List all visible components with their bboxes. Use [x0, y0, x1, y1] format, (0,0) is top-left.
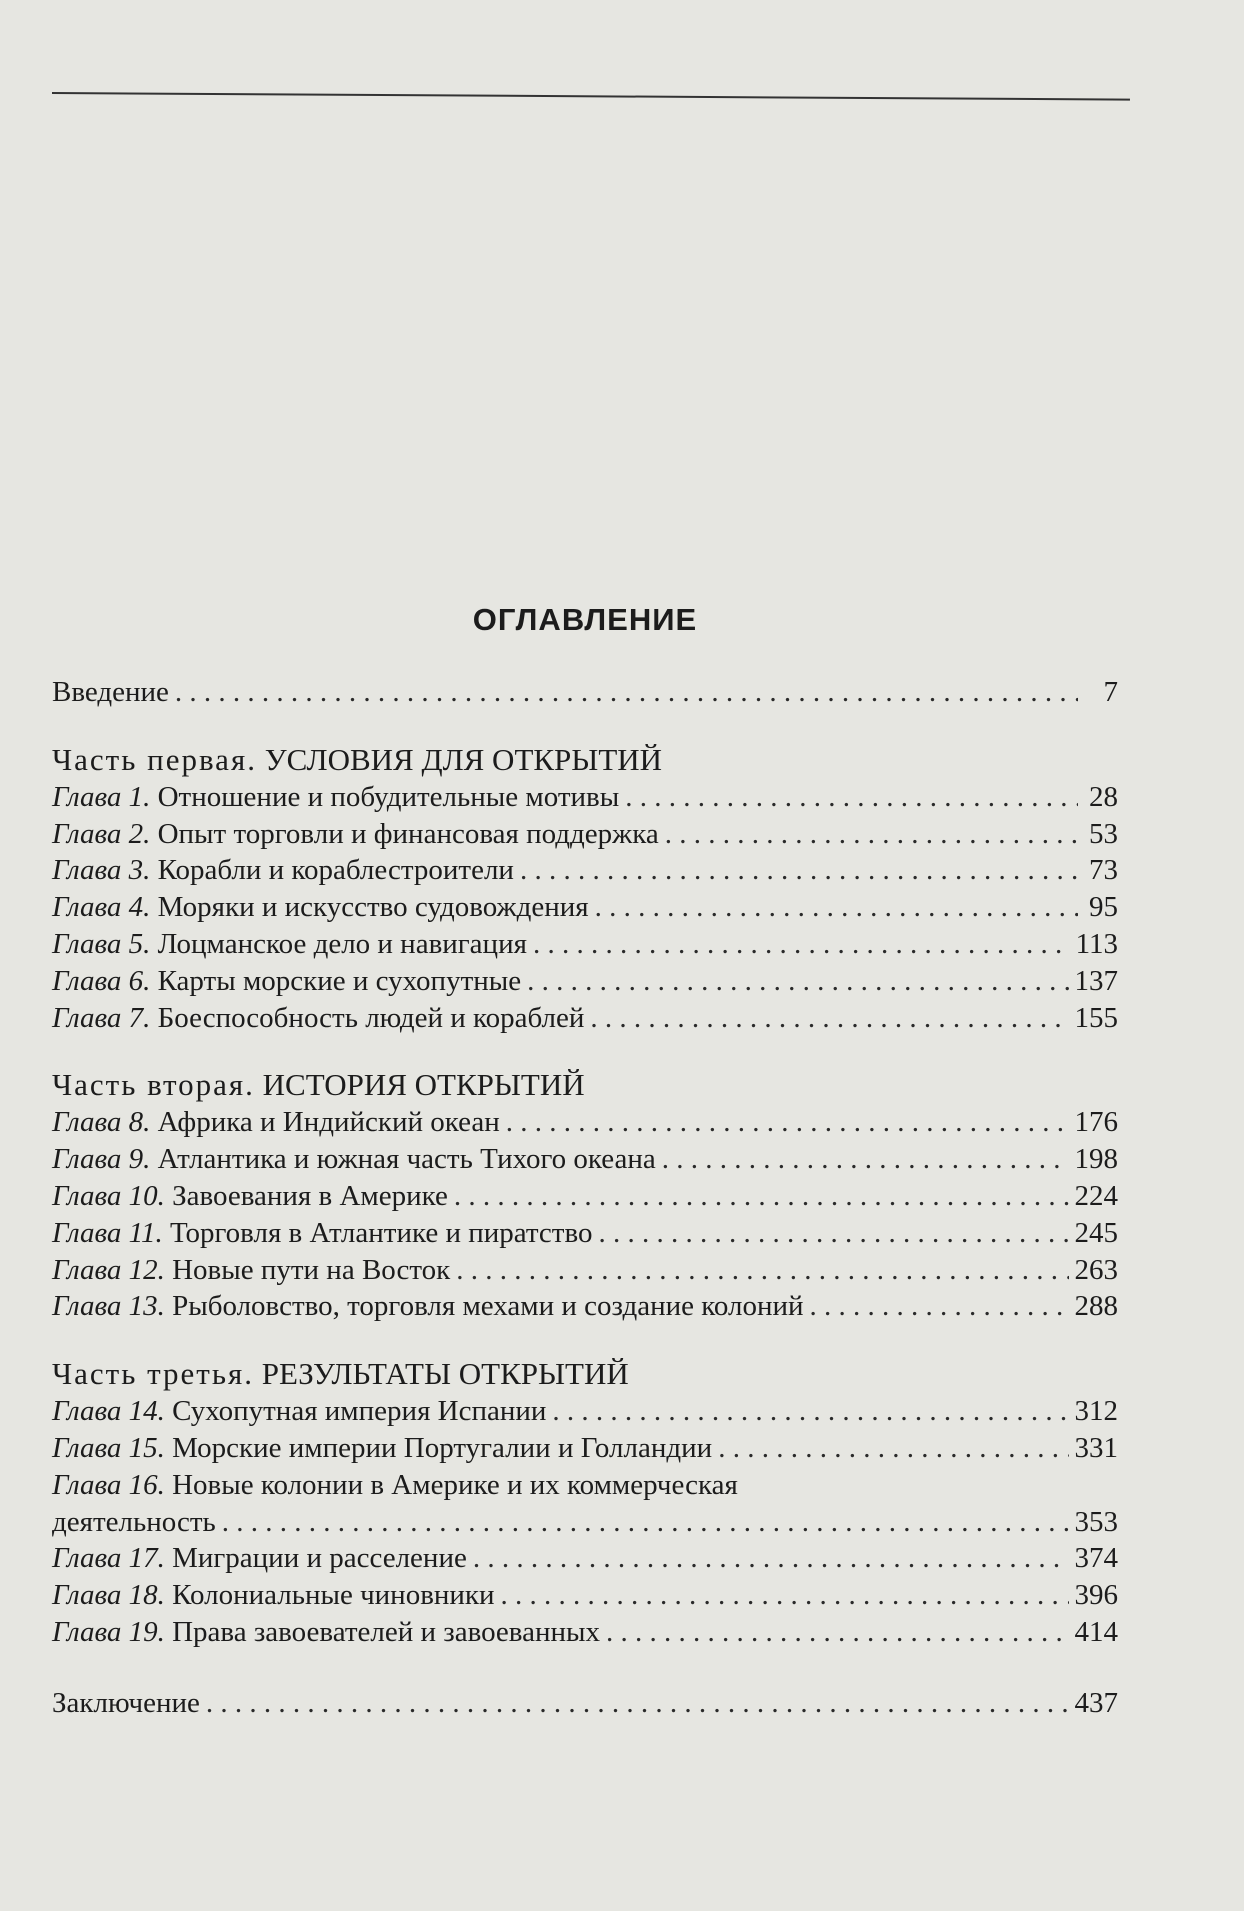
chapter-label: Глава 11. [52, 1216, 163, 1249]
page-number: 137 [1074, 964, 1118, 997]
dot-leader [552, 1393, 1068, 1430]
part-prefix: Часть вторая. [52, 1067, 255, 1103]
toc-entry-chapter[interactable] [52, 1252, 1118, 1289]
chapter-title: Новые пути на Восток [172, 1253, 451, 1286]
chapter-title: Карты морские и сухопутные [157, 964, 522, 997]
page-number: 53 [1089, 817, 1118, 850]
toc-entry-chapter[interactable] [52, 852, 1118, 889]
chapter-label: Глава 19. [52, 1615, 165, 1648]
toc-entry-chapter[interactable] [52, 926, 1118, 963]
entry-title: Заключение [52, 1686, 200, 1719]
chapter-label: Глава 14. [52, 1395, 165, 1428]
chapter-title: Лоцманское дело и навигация [157, 927, 527, 960]
dot-leader [501, 1577, 1069, 1614]
dot-leader [527, 963, 1068, 1000]
part-title: УСЛОВИЯ ДЛЯ ОТКРЫТИЙ [264, 741, 663, 777]
toc-entry-chapter[interactable] [52, 1614, 1118, 1651]
chapter-label: Глава 8. [52, 1106, 151, 1139]
page-number: 331 [1074, 1431, 1118, 1464]
page-number: 288 [1074, 1290, 1118, 1323]
chapter-label: Глава 2. [52, 817, 151, 850]
chapter-label: Глава 13. [52, 1290, 165, 1323]
toc-entry-chapter[interactable] [52, 889, 1118, 926]
chapter-title: Отношение и побудительные мотивы [157, 780, 620, 813]
chapter-label: Глава 1. [52, 780, 151, 813]
part-title: РЕЗУЛЬТАТЫ ОТКРЫТИЙ [261, 1356, 629, 1392]
page-number: 7 [1103, 676, 1118, 708]
dot-leader [598, 1215, 1068, 1252]
toc-entry-chapter-wrapped[interactable] [52, 1467, 1118, 1504]
chapter-label: Глава 6. [52, 964, 151, 997]
page-number: 28 [1089, 780, 1118, 813]
dot-leader [454, 1178, 1069, 1215]
chapter-title: Атлантика и южная часть Тихого океана [157, 1143, 656, 1176]
chapter-title: Права завоевателей и завоеванных [172, 1615, 600, 1648]
dot-leader [222, 1504, 1069, 1541]
toc-entry-chapter[interactable] [52, 1141, 1118, 1178]
page-number: 155 [1074, 1001, 1118, 1034]
part-heading-3 [52, 1355, 1118, 1393]
page-number: 113 [1075, 927, 1118, 960]
toc-entry-chapter[interactable] [52, 1000, 1118, 1037]
page-number: 312 [1074, 1395, 1118, 1428]
toc-entry-chapter[interactable] [52, 1430, 1118, 1467]
chapter-label: Глава 3. [52, 854, 151, 887]
chapter-label: Глава 17. [52, 1542, 165, 1575]
chapter-label: Глава 10. [52, 1179, 165, 1212]
page-number: 245 [1074, 1216, 1118, 1249]
toc-entry-chapter[interactable] [52, 779, 1118, 816]
dot-leader [533, 926, 1070, 963]
dot-leader [506, 1104, 1069, 1141]
page-number: 396 [1074, 1579, 1118, 1612]
toc-entry-chapter[interactable] [52, 1540, 1118, 1577]
toc-entry-chapter[interactable] [52, 1104, 1118, 1141]
dot-leader [665, 816, 1078, 853]
chapter-title: Морские империи Португалии и Голландии [172, 1431, 713, 1464]
dot-leader [595, 889, 1078, 926]
dot-leader [456, 1252, 1068, 1289]
toc-entry-intro[interactable] [52, 674, 1118, 711]
toc-entry-chapter[interactable] [52, 1215, 1118, 1252]
entry-title: Введение [52, 676, 169, 708]
dot-leader [590, 1000, 1068, 1037]
dot-leader [175, 674, 1078, 711]
page-number: 95 [1089, 891, 1118, 924]
toc-entry-chapter[interactable] [52, 816, 1118, 853]
chapter-title: Корабли и кораблестроители [157, 854, 514, 887]
toc-entry-conclusion[interactable] [52, 1685, 1118, 1722]
dot-leader [625, 779, 1078, 816]
part-heading-2 [52, 1066, 1118, 1104]
chapter-title: Опыт торговли и финансовая поддержка [157, 817, 659, 850]
page-number: 73 [1089, 854, 1118, 887]
page-number: 437 [1074, 1686, 1118, 1719]
toc-entry-chapter[interactable] [52, 1178, 1118, 1215]
table-of-contents [52, 602, 1118, 1722]
page-number: 224 [1074, 1179, 1118, 1212]
chapter-title: Завоевания в Америке [172, 1179, 448, 1212]
chapter-title: Рыболовство, торговля мехами и создание колоний [172, 1290, 804, 1323]
dot-leader [662, 1141, 1069, 1178]
chapter-title-continuation: деятельность [52, 1505, 216, 1538]
part-heading-1 [52, 741, 1118, 779]
toc-entry-chapter[interactable] [52, 963, 1118, 1000]
dot-leader [473, 1540, 1069, 1577]
toc-heading: ОГЛАВЛЕНИЕ [472, 602, 698, 637]
chapter-title: Торговля в Атлантике и пиратство [169, 1216, 593, 1249]
chapter-label: Глава 12. [52, 1253, 165, 1286]
chapter-title: Моряки и искусство судовождения [157, 891, 589, 924]
toc-entry-chapter-continuation[interactable] [52, 1504, 1118, 1541]
page-number: 414 [1074, 1615, 1118, 1648]
chapter-label: Глава 4. [52, 891, 151, 924]
top-rule [52, 92, 1130, 101]
chapter-label: Глава 9. [52, 1143, 151, 1176]
toc-entry-chapter[interactable] [52, 1393, 1118, 1430]
dot-leader [206, 1685, 1069, 1722]
chapter-title: Боеспособность людей и кораблей [157, 1001, 585, 1034]
page-number: 353 [1074, 1505, 1118, 1538]
toc-entry-chapter[interactable] [52, 1288, 1118, 1325]
page-number: 176 [1074, 1106, 1118, 1139]
page-number: 374 [1074, 1542, 1118, 1575]
dot-leader [810, 1288, 1069, 1325]
chapter-title: Новые колонии в Америке и их коммерческая [172, 1468, 738, 1501]
chapter-title: Колониальные чиновники [172, 1579, 495, 1612]
dot-leader [718, 1430, 1068, 1467]
page-number: 263 [1074, 1253, 1118, 1286]
chapter-label: Глава 16. [52, 1468, 165, 1501]
chapter-label: Глава 7. [52, 1001, 151, 1034]
chapter-title: Сухопутная империя Испании [172, 1395, 547, 1428]
part-prefix: Часть третья. [52, 1356, 254, 1392]
dot-leader [606, 1614, 1069, 1651]
chapter-title: Африка и Индийский океан [157, 1106, 500, 1139]
chapter-label: Глава 18. [52, 1579, 165, 1612]
part-title: ИСТОРИЯ ОТКРЫТИЙ [262, 1067, 585, 1103]
chapter-title: Миграции и расселение [172, 1542, 467, 1575]
part-prefix: Часть первая. [52, 741, 257, 777]
page-number: 198 [1074, 1143, 1118, 1176]
chapter-label: Глава 5. [52, 927, 151, 960]
dot-leader [520, 852, 1078, 889]
chapter-label: Глава 15. [52, 1431, 165, 1464]
toc-entry-chapter[interactable] [52, 1577, 1118, 1614]
